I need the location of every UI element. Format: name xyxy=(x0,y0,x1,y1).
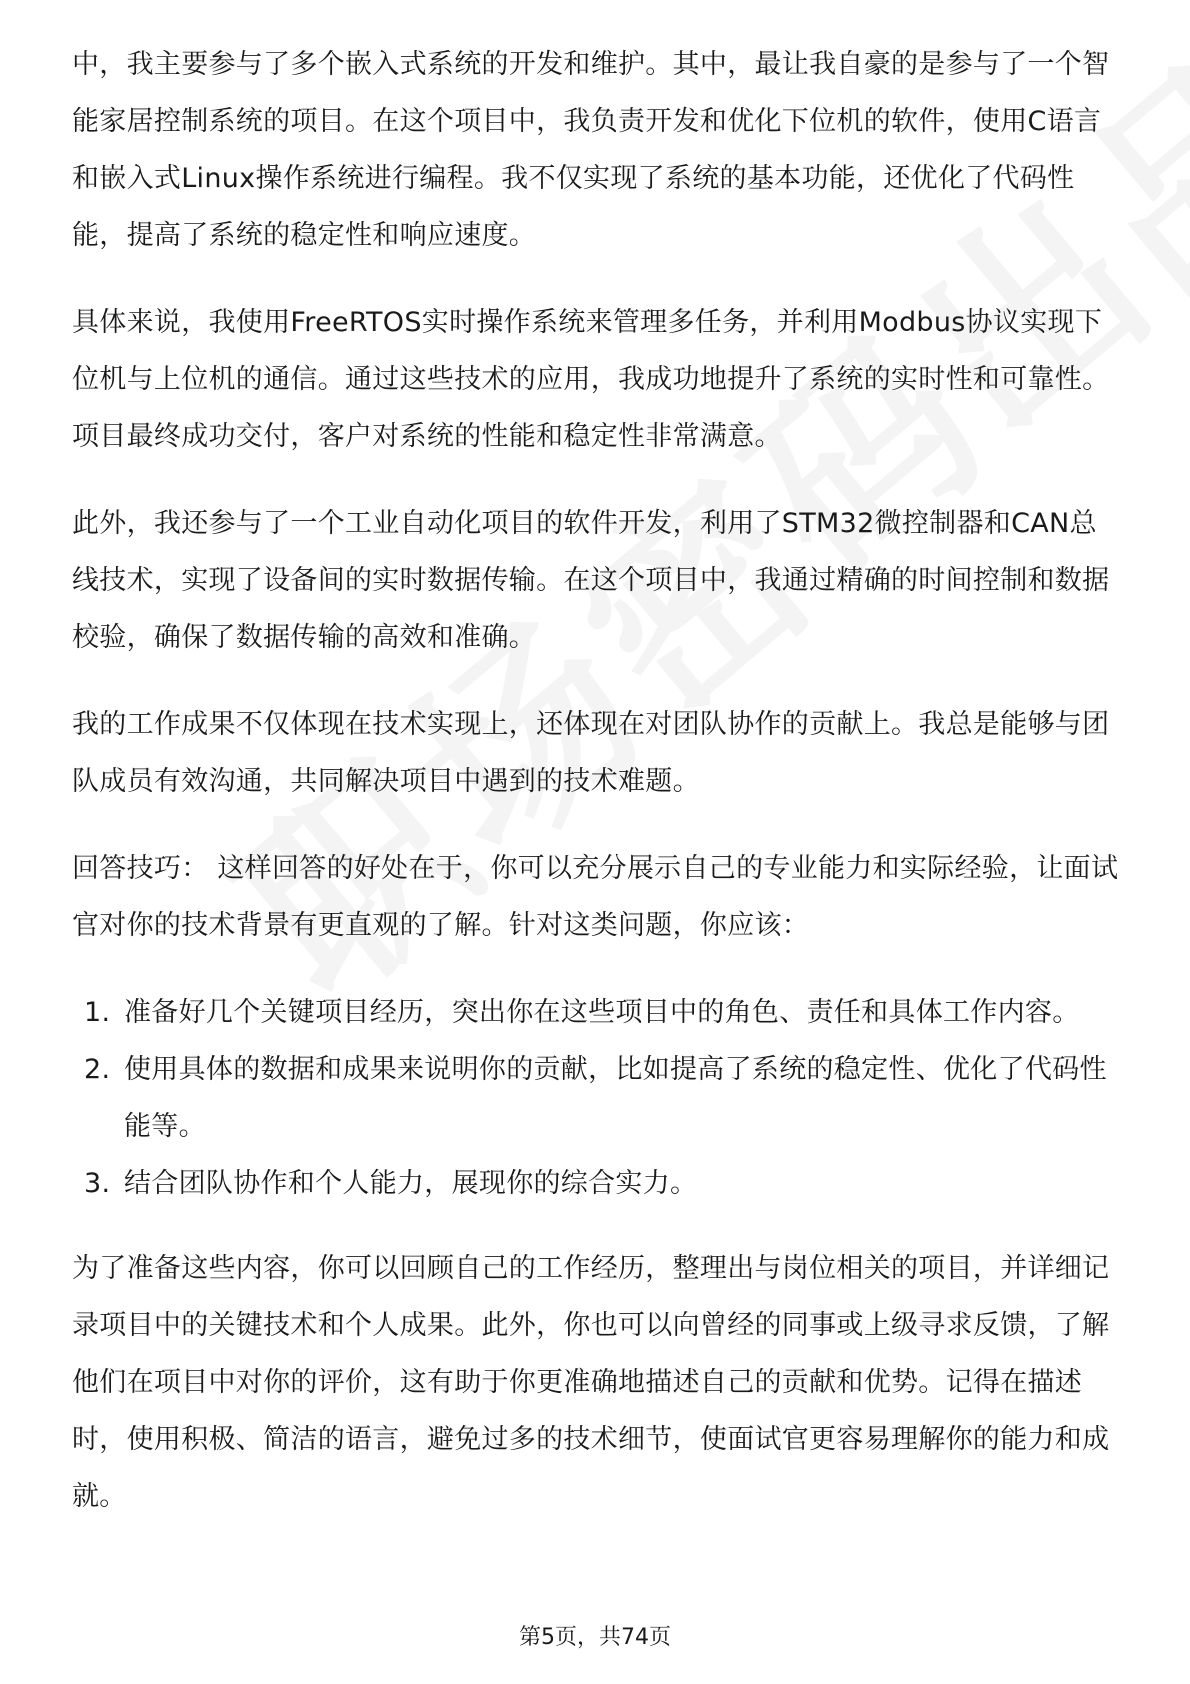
paragraph-1: 中，我主要参与了多个嵌入式系统的开发和维护。其中，最让我自豪的是参与了一个智能家居控制系统的项目。在这个项目中，我负责开发和优化下位机的软件，使用C语言和嵌入式Linux操作系统进行编程。我不仅实现了系统的基本功能，还优化了代码性能，提高了系统的稳定性和响应速度。 xyxy=(72,49,1110,251)
paragraph-2: 具体来说，我使用FreeRTOS实时操作系统来管理多任务，并利用Modbus协议实现下位机与上位机的通信。通过这些技术的应用，我成功地提升了系统的实时性和可靠性。项目最终成功交付，客户对系统的性能和稳定性非常满意。 xyxy=(72,307,1110,452)
list-item xyxy=(72,1041,1120,1155)
list-item xyxy=(72,1155,1120,1212)
list-item xyxy=(72,984,1120,1041)
list-item-number: 1. xyxy=(84,997,111,1028)
list-item-number: 3. xyxy=(84,1168,111,1199)
list-item-number: 2. xyxy=(84,1054,111,1085)
page-number: 第5页，共74页 xyxy=(519,1625,671,1650)
tips-list xyxy=(72,984,1120,1212)
document-body xyxy=(72,36,1120,1555)
list-item-text: 使用具体的数据和成果来说明你的贡献，比如提高了系统的稳定性、优化了代码性能等。 xyxy=(124,1054,1107,1142)
answer-tips-paragraph: 回答技巧： 这样回答的好处在于，你可以充分展示自己的专业能力和实际经验，让面试官对你的技术背景有更直观的了解。针对这类问题，你应该： xyxy=(72,853,1119,941)
list-item-text: 准备好几个关键项目经历，突出你在这些项目中的角色、责任和具体工作内容。 xyxy=(124,997,1080,1028)
list-item-text: 结合团队协作和个人能力，展现你的综合实力。 xyxy=(124,1168,698,1199)
paragraph-4: 我的工作成果不仅体现在技术实现上，还体现在对团队协作的贡献上。我总是能够与团队成员有效沟通，共同解决项目中遇到的技术难题。 xyxy=(72,709,1110,797)
paragraph-3: 此外，我还参与了一个工业自动化项目的软件开发，利用了STM32微控制器和CAN总线技术，实现了设备间的实时数据传输。在这个项目中，我通过精确的时间控制和数据校验，确保了数据传输的高效和准确。 xyxy=(72,508,1110,653)
closing-paragraph: 为了准备这些内容，你可以回顾自己的工作经历，整理出与岗位相关的项目，并详细记录项目中的关键技术和个人成果。此外，你也可以向曾经的同事或上级寻求反馈，了解他们在项目中对你的评价，这有助于你更准确地描述自己的贡献和优势。记得在描述时，使用积极、简洁的语言，避免过多的技术细节，使面试官更容易理解你的能力和成就。 xyxy=(72,1253,1110,1512)
